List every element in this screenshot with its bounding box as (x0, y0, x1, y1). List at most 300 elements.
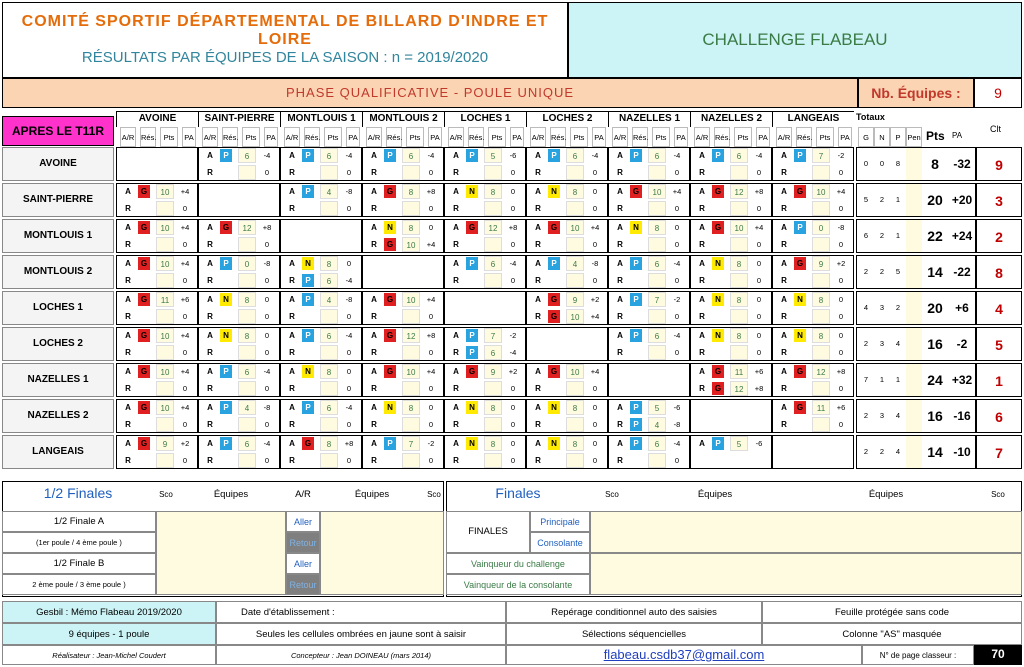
team-column-header: LANGEAIS (772, 111, 854, 127)
demi-input-left[interactable] (156, 511, 286, 595)
points-input[interactable] (566, 201, 584, 216)
points-input[interactable] (648, 237, 666, 252)
pa-value: 0 (182, 456, 188, 465)
result-badge[interactable]: P (630, 293, 642, 306)
result-badge[interactable]: N (712, 329, 724, 342)
points-input[interactable]: 12 (484, 220, 502, 235)
result-badge[interactable]: G (630, 185, 642, 198)
pa-value: -4 (345, 276, 353, 285)
penalty-input[interactable] (906, 364, 922, 396)
result-badge[interactable]: G (712, 221, 724, 234)
points-input[interactable]: 8 (484, 400, 502, 415)
result-badge[interactable]: G (138, 293, 150, 306)
points-input[interactable]: 6 (238, 364, 256, 379)
column-subheader: Pts (324, 127, 342, 147)
nb-equipes-value[interactable]: 9 (974, 78, 1022, 108)
points-input[interactable] (156, 381, 174, 396)
points-input[interactable]: 11 (730, 364, 748, 379)
points-input[interactable]: 5 (730, 436, 748, 451)
aller-retour-label: R (453, 420, 459, 429)
points-input[interactable] (812, 201, 830, 216)
points-input[interactable]: 6 (320, 273, 338, 288)
result-badge[interactable]: N (794, 329, 806, 342)
result-badge[interactable]: G (384, 185, 396, 198)
result-badge[interactable]: G (712, 185, 724, 198)
points-input[interactable] (156, 417, 174, 432)
points-input[interactable]: 5 (648, 400, 666, 415)
pa-value: 0 (756, 295, 762, 304)
challenge-title: CHALLENGE FLABEAU (568, 2, 1022, 78)
aller-retour-label: A (371, 403, 377, 412)
result-badge[interactable]: G (138, 401, 150, 414)
points-input[interactable]: 6 (566, 148, 584, 163)
aller-retour-label: R (289, 312, 295, 321)
aller-retour-label: R (207, 276, 213, 285)
points-input[interactable]: 12 (238, 220, 256, 235)
points-input[interactable] (238, 237, 256, 252)
points-input[interactable] (484, 273, 502, 288)
page-title: COMITÉ SPORTIF DÉPARTEMENTAL DE BILLARD D'INDRE ET LOIRE (21, 13, 549, 48)
points-input[interactable] (402, 165, 420, 180)
points-input[interactable] (648, 345, 666, 360)
points-input[interactable]: 0 (812, 220, 830, 235)
points-input[interactable] (238, 381, 256, 396)
result-badge[interactable]: G (384, 365, 396, 378)
result-badge[interactable]: N (384, 221, 396, 234)
points-input[interactable]: 8 (484, 184, 502, 199)
result-badge[interactable]: G (302, 437, 314, 450)
points-input[interactable]: 6 (320, 148, 338, 163)
points-input[interactable] (402, 309, 420, 324)
points-input[interactable] (156, 453, 174, 468)
aller-retour-label: A (453, 151, 459, 160)
result-badge[interactable]: P (712, 437, 724, 450)
points-input[interactable] (320, 417, 338, 432)
pa-value: 0 (592, 420, 598, 429)
points-input[interactable] (238, 165, 256, 180)
result-badge[interactable]: P (548, 257, 560, 270)
points-input[interactable] (566, 381, 584, 396)
points-input[interactable] (320, 201, 338, 216)
footer-page-label: N° de page classeur : (862, 645, 974, 665)
aller-retour-label: R (699, 348, 705, 357)
result-badge[interactable]: N (794, 293, 806, 306)
result-badge[interactable]: N (712, 293, 724, 306)
points-input[interactable] (730, 309, 748, 324)
points-input[interactable]: 10 (566, 220, 584, 235)
result-badge[interactable]: P (630, 257, 642, 270)
diagonal-cell (116, 147, 198, 181)
total-count: 4 (895, 447, 901, 456)
penalty-input[interactable] (906, 256, 922, 288)
aller-retour-label: A (289, 187, 295, 196)
points-input[interactable] (812, 309, 830, 324)
result-badge[interactable]: N (466, 437, 478, 450)
result-badge[interactable]: G (548, 221, 560, 234)
points-input[interactable]: 10 (402, 237, 420, 252)
points-input[interactable] (730, 345, 748, 360)
points-input[interactable] (484, 165, 502, 180)
aller-retour-label: R (699, 240, 705, 249)
result-badge[interactable]: P (302, 401, 314, 414)
pa-value: 0 (264, 420, 270, 429)
column-subheader: PA (264, 127, 278, 147)
points-input[interactable]: 10 (648, 184, 666, 199)
points-input[interactable] (402, 345, 420, 360)
points-input[interactable] (812, 273, 830, 288)
result-badge[interactable]: G (466, 221, 478, 234)
points-input[interactable]: 10 (730, 220, 748, 235)
points-input[interactable]: 7 (484, 328, 502, 343)
result-badge[interactable]: P (630, 437, 642, 450)
points-input[interactable] (402, 201, 420, 216)
points-input[interactable]: 8 (812, 292, 830, 307)
result-badge[interactable]: P (466, 149, 478, 162)
pa-value: 0 (756, 168, 762, 177)
demi-input-right[interactable] (320, 511, 444, 595)
column-subheader: A/R (284, 127, 300, 147)
pa-value: +4 (590, 223, 600, 232)
points-input[interactable]: 8 (566, 400, 584, 415)
points-input[interactable] (238, 345, 256, 360)
result-badge[interactable]: G (138, 437, 150, 450)
points-input[interactable] (238, 417, 256, 432)
points-input[interactable] (730, 165, 748, 180)
pa-value: 0 (264, 384, 270, 393)
points-input[interactable] (566, 237, 584, 252)
points-input[interactable]: 6 (402, 148, 420, 163)
points-input[interactable]: 10 (156, 256, 174, 271)
points-input[interactable]: 8 (320, 436, 338, 451)
points-input[interactable]: 8 (566, 184, 584, 199)
points-input[interactable]: 12 (812, 364, 830, 379)
points-input[interactable]: 0 (238, 256, 256, 271)
footer-equipes: 9 équipes - 1 poule (2, 623, 216, 645)
points-input[interactable] (320, 309, 338, 324)
points-input[interactable] (402, 417, 420, 432)
points-input[interactable]: 6 (648, 436, 666, 451)
pa-value: 0 (346, 456, 352, 465)
result-badge[interactable]: P (466, 346, 478, 359)
points-input[interactable]: 10 (156, 328, 174, 343)
points-input[interactable]: 6 (320, 400, 338, 415)
total-pa: -22 (953, 265, 971, 279)
points-input[interactable]: 8 (648, 220, 666, 235)
points-input[interactable]: 10 (566, 364, 584, 379)
result-badge[interactable]: P (548, 149, 560, 162)
penalty-input[interactable] (906, 436, 922, 468)
aller-retour-label: A (371, 187, 377, 196)
points-input[interactable] (730, 273, 748, 288)
result-badge[interactable]: P (302, 185, 314, 198)
pa-value: 0 (428, 223, 434, 232)
points-input[interactable] (566, 273, 584, 288)
result-badge[interactable]: G (548, 310, 560, 323)
result-badge[interactable]: P (220, 365, 232, 378)
result-badge[interactable]: P (794, 221, 806, 234)
result-badge[interactable]: N (630, 221, 642, 234)
points-input[interactable] (484, 417, 502, 432)
points-input[interactable] (730, 237, 748, 252)
aller-retour-label: R (289, 384, 295, 393)
result-badge[interactable]: P (712, 149, 724, 162)
points-input[interactable] (484, 201, 502, 216)
points-input[interactable] (238, 453, 256, 468)
points-input[interactable]: 6 (484, 345, 502, 360)
footer-date: Date d'établissement : (216, 601, 506, 623)
result-badge[interactable]: G (712, 382, 724, 395)
points-input[interactable]: 11 (156, 292, 174, 307)
result-badge[interactable]: N (466, 401, 478, 414)
result-badge[interactable]: G (384, 329, 396, 342)
points-input[interactable]: 9 (566, 292, 584, 307)
points-input[interactable] (320, 453, 338, 468)
finales-input[interactable] (590, 511, 1022, 553)
points-input[interactable] (566, 453, 584, 468)
points-input[interactable]: 4 (566, 256, 584, 271)
aller-retour-label: A (289, 331, 295, 340)
aller-retour-label: A (125, 259, 131, 268)
points-input[interactable]: 10 (402, 364, 420, 379)
points-input[interactable]: 10 (812, 184, 830, 199)
points-input[interactable] (238, 309, 256, 324)
points-input[interactable] (648, 453, 666, 468)
points-input[interactable] (812, 165, 830, 180)
points-input[interactable]: 6 (648, 256, 666, 271)
pa-value: 0 (264, 240, 270, 249)
pa-value: 0 (346, 312, 352, 321)
points-input[interactable]: 7 (812, 148, 830, 163)
penalty-input[interactable] (906, 148, 922, 180)
penalty-input[interactable] (906, 328, 922, 360)
aller-retour-label: A (535, 403, 541, 412)
aller-retour-label: R (453, 240, 459, 249)
points-input[interactable]: 11 (812, 400, 830, 415)
points-input[interactable] (648, 309, 666, 324)
points-input[interactable] (812, 417, 830, 432)
points-input[interactable] (402, 381, 420, 396)
pa-value: 0 (510, 403, 516, 412)
footer-page-num: 70 (974, 645, 1022, 665)
pa-value: +2 (590, 295, 600, 304)
points-input[interactable]: 10 (156, 220, 174, 235)
points-input[interactable] (156, 345, 174, 360)
points-input[interactable] (484, 237, 502, 252)
points-input[interactable] (156, 201, 174, 216)
vainqueur-input[interactable] (590, 553, 1022, 595)
points-input[interactable] (566, 417, 584, 432)
points-input[interactable]: 12 (730, 184, 748, 199)
result-badge[interactable]: G (138, 329, 150, 342)
points-input[interactable]: 8 (730, 292, 748, 307)
points-input[interactable]: 7 (648, 292, 666, 307)
points-input[interactable]: 8 (320, 256, 338, 271)
result-badge[interactable]: P (220, 437, 232, 450)
result-badge[interactable]: P (384, 437, 396, 450)
result-badge[interactable]: P (466, 329, 478, 342)
result-badge[interactable]: N (466, 185, 478, 198)
points-input[interactable]: 8 (812, 328, 830, 343)
result-badge[interactable]: P (220, 401, 232, 414)
points-input[interactable]: 9 (484, 364, 502, 379)
result-badge[interactable]: P (630, 401, 642, 414)
points-input[interactable] (730, 201, 748, 216)
points-input[interactable]: 8 (566, 436, 584, 451)
points-input[interactable]: 6 (238, 436, 256, 451)
result-badge[interactable]: P (302, 149, 314, 162)
penalty-input[interactable] (906, 400, 922, 432)
points-input[interactable] (156, 309, 174, 324)
points-input[interactable] (812, 345, 830, 360)
points-input[interactable]: 6 (238, 148, 256, 163)
points-input[interactable]: 12 (402, 328, 420, 343)
result-badge[interactable]: G (138, 221, 150, 234)
pa-value: 0 (264, 276, 270, 285)
points-input[interactable]: 8 (238, 328, 256, 343)
result-badge[interactable]: N (712, 257, 724, 270)
demi-equipes-1: Équipes (213, 489, 249, 500)
column-subheader: Pts (160, 127, 178, 147)
points-input[interactable]: 10 (156, 184, 174, 199)
result-badge[interactable]: P (302, 293, 314, 306)
result-badge[interactable]: G (794, 365, 806, 378)
aller-retour-label: A (699, 295, 705, 304)
result-badge[interactable]: N (220, 329, 232, 342)
points-input[interactable]: 10 (156, 364, 174, 379)
result-badge[interactable]: N (302, 365, 314, 378)
result-badge[interactable]: G (466, 365, 478, 378)
points-input[interactable] (566, 165, 584, 180)
result-badge[interactable]: P (302, 274, 314, 287)
points-input[interactable] (648, 201, 666, 216)
result-badge[interactable]: P (466, 257, 478, 270)
pa-value: -4 (673, 151, 681, 160)
points-input[interactable] (320, 345, 338, 360)
points-input[interactable]: 12 (730, 381, 748, 396)
points-input[interactable]: 6 (320, 328, 338, 343)
aller-retour-label: R (781, 384, 787, 393)
footer-email-link[interactable]: flabeau.csdb37@gmail.com (506, 645, 862, 665)
points-input[interactable]: 10 (566, 309, 584, 324)
result-badge[interactable]: N (548, 401, 560, 414)
penalty-input[interactable] (906, 220, 922, 252)
result-badge[interactable]: N (302, 257, 314, 270)
points-input[interactable]: 6 (648, 148, 666, 163)
points-input[interactable] (484, 381, 502, 396)
result-badge[interactable]: P (384, 149, 396, 162)
result-badge[interactable]: P (220, 149, 232, 162)
result-badge[interactable]: P (630, 149, 642, 162)
points-input[interactable]: 8 (402, 220, 420, 235)
result-badge[interactable]: G (548, 365, 560, 378)
points-input[interactable]: 6 (484, 256, 502, 271)
result-badge[interactable]: P (630, 329, 642, 342)
aller-retour-label: R (617, 348, 623, 357)
footer-selections: Sélections séquencielles (506, 623, 762, 645)
result-badge[interactable]: G (384, 293, 396, 306)
points-input[interactable]: 8 (730, 256, 748, 271)
points-input[interactable]: 10 (156, 400, 174, 415)
pa-value: -4 (345, 331, 353, 340)
points-input[interactable]: 4 (238, 400, 256, 415)
points-input[interactable]: 9 (812, 256, 830, 271)
result-badge[interactable]: N (548, 185, 560, 198)
points-input[interactable] (156, 237, 174, 252)
result-badge[interactable]: N (220, 293, 232, 306)
aller-retour-label: R (125, 348, 131, 357)
points-input[interactable]: 7 (402, 436, 420, 451)
result-badge[interactable]: N (548, 437, 560, 450)
result-badge[interactable]: G (794, 257, 806, 270)
aller-retour-label: A (289, 439, 295, 448)
points-input[interactable]: 10 (402, 292, 420, 307)
points-input[interactable] (402, 453, 420, 468)
diagonal-cell (280, 219, 362, 253)
points-input[interactable] (320, 165, 338, 180)
result-badge[interactable]: P (220, 257, 232, 270)
pa-value: 0 (756, 348, 762, 357)
result-badge[interactable]: G (712, 365, 724, 378)
points-input[interactable]: 8 (730, 328, 748, 343)
column-subheader: Pts (570, 127, 588, 147)
points-input[interactable]: 8 (402, 400, 420, 415)
classement: 8 (976, 255, 1022, 289)
points-input[interactable] (648, 165, 666, 180)
result-badge[interactable]: G (138, 257, 150, 270)
points-input[interactable]: 6 (730, 148, 748, 163)
aller-retour-label: A (207, 439, 213, 448)
points-input[interactable]: 8 (402, 184, 420, 199)
points-input[interactable]: 4 (648, 417, 666, 432)
result-badge[interactable]: G (220, 221, 232, 234)
aller-retour-label: A (289, 151, 295, 160)
penalty-input[interactable] (906, 292, 922, 324)
points-input[interactable]: 9 (156, 436, 174, 451)
result-badge[interactable]: P (794, 149, 806, 162)
total-points: 8 (931, 156, 939, 172)
points-input[interactable] (156, 273, 174, 288)
result-badge[interactable]: G (794, 185, 806, 198)
points-input[interactable]: 4 (320, 184, 338, 199)
result-badge[interactable]: G (794, 401, 806, 414)
points-input[interactable] (648, 273, 666, 288)
column-subheader: A/R (776, 127, 792, 147)
result-badge[interactable]: G (384, 238, 396, 251)
points-input[interactable]: 8 (320, 364, 338, 379)
result-badge[interactable]: P (630, 418, 642, 431)
result-badge[interactable]: G (138, 365, 150, 378)
points-input[interactable] (812, 237, 830, 252)
points-input[interactable] (238, 273, 256, 288)
points-input[interactable]: 4 (320, 292, 338, 307)
points-input[interactable] (320, 381, 338, 396)
result-badge[interactable]: G (138, 185, 150, 198)
points-input[interactable]: 8 (484, 436, 502, 451)
penalty-input[interactable] (906, 184, 922, 216)
points-input[interactable]: 6 (648, 328, 666, 343)
result-badge[interactable]: P (302, 329, 314, 342)
column-subheader: PA (838, 127, 852, 147)
result-badge[interactable]: N (384, 401, 396, 414)
aller-retour-label: A (453, 259, 459, 268)
points-input[interactable]: 5 (484, 148, 502, 163)
points-input[interactable] (812, 381, 830, 396)
result-badge[interactable]: G (548, 293, 560, 306)
pa-value: 0 (182, 420, 188, 429)
points-input[interactable]: 8 (238, 292, 256, 307)
points-input[interactable] (484, 453, 502, 468)
column-subheader: A/R (448, 127, 464, 147)
